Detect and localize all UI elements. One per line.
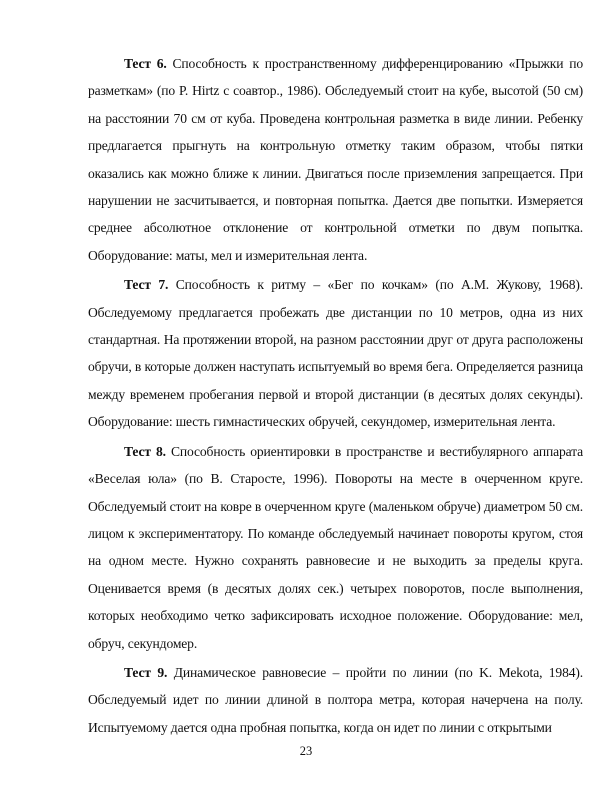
paragraph-test-6	[88, 50, 583, 269]
test-9-label: Тест 9.	[124, 664, 168, 680]
test-9-text: Динамическое равновесие – пройти по линии (по K. Mekota, 1984). Обследуемый идет по линии длиной в полтора метра, которая начерчена на полу. Испытуемому дается одна пробная попытка, когда он идет по линии с открытыми	[88, 664, 583, 735]
test-6-text: Способность к пространственному дифференцированию «Прыжки по разметкам» (по P. Hirtz с соавтор., 1986). Обследуемый стоит на кубе, высотой (50 см) на расстоянии 70 см от куба. Проведена контрольная разметка в виде линии. Ребенку предлагается прыгнуть на контрольную отметку таким образом, чтобы пятки оказались как можно ближе к линии. Двигаться после приземления запрещается. При нарушении не засчитывается, и повторная попытка. Дается две попытки. Измеряется среднее абсолютное отклонение от контрольной отметки по двум попытка. Оборудование: маты, мел и измерительная лента.	[88, 56, 583, 263]
test-7-text: Способность к ритму – «Бег по кочкам» (по А.М. Жукову, 1968). Обследуемому предлагается пробежать две дистанции по 10 метров, одна из них стандартная. На протяжении второй, на разном расстоянии друг от друга расположены обручи, в которые должен наступать испытуемый во время бега. Определяется разница между временем пробегания первой и второй дистанции (в десятых долях секунды). Оборудование: шесть гимнастических обручей, секундомер, измерительная лента.	[88, 277, 583, 430]
paragraph-test-9	[88, 659, 583, 741]
test-8-text: Способность ориентировки в пространстве и вестибулярного аппарата «Веселая юла» (по В. Старосте, 1996). Повороты на месте в очерченном круге. Обследуемый стоит на ковре в очерченном круге (маленьком обруче) диаметром 50 см. лицом к экспериментатору. По команде обследуемый начинает повороты кругом, стоя на одном месте. Нужно сохранять равновесие и не выходить за пределы круга. Оценивается время (в десятых долях сек.) четырех поворотов, после выполнения, которых необходимо четко зафиксировать исходное положение. Оборудование: мел, обруч, секундомер.	[88, 443, 583, 651]
test-8-label: Тест 8.	[124, 443, 166, 459]
test-6-label: Тест 6.	[124, 56, 167, 71]
document-page	[88, 50, 583, 743]
page-number: 23	[299, 744, 313, 758]
paragraph-test-8	[88, 438, 583, 657]
test-7-label: Тест 7.	[124, 277, 169, 293]
paragraph-test-7	[88, 271, 583, 435]
